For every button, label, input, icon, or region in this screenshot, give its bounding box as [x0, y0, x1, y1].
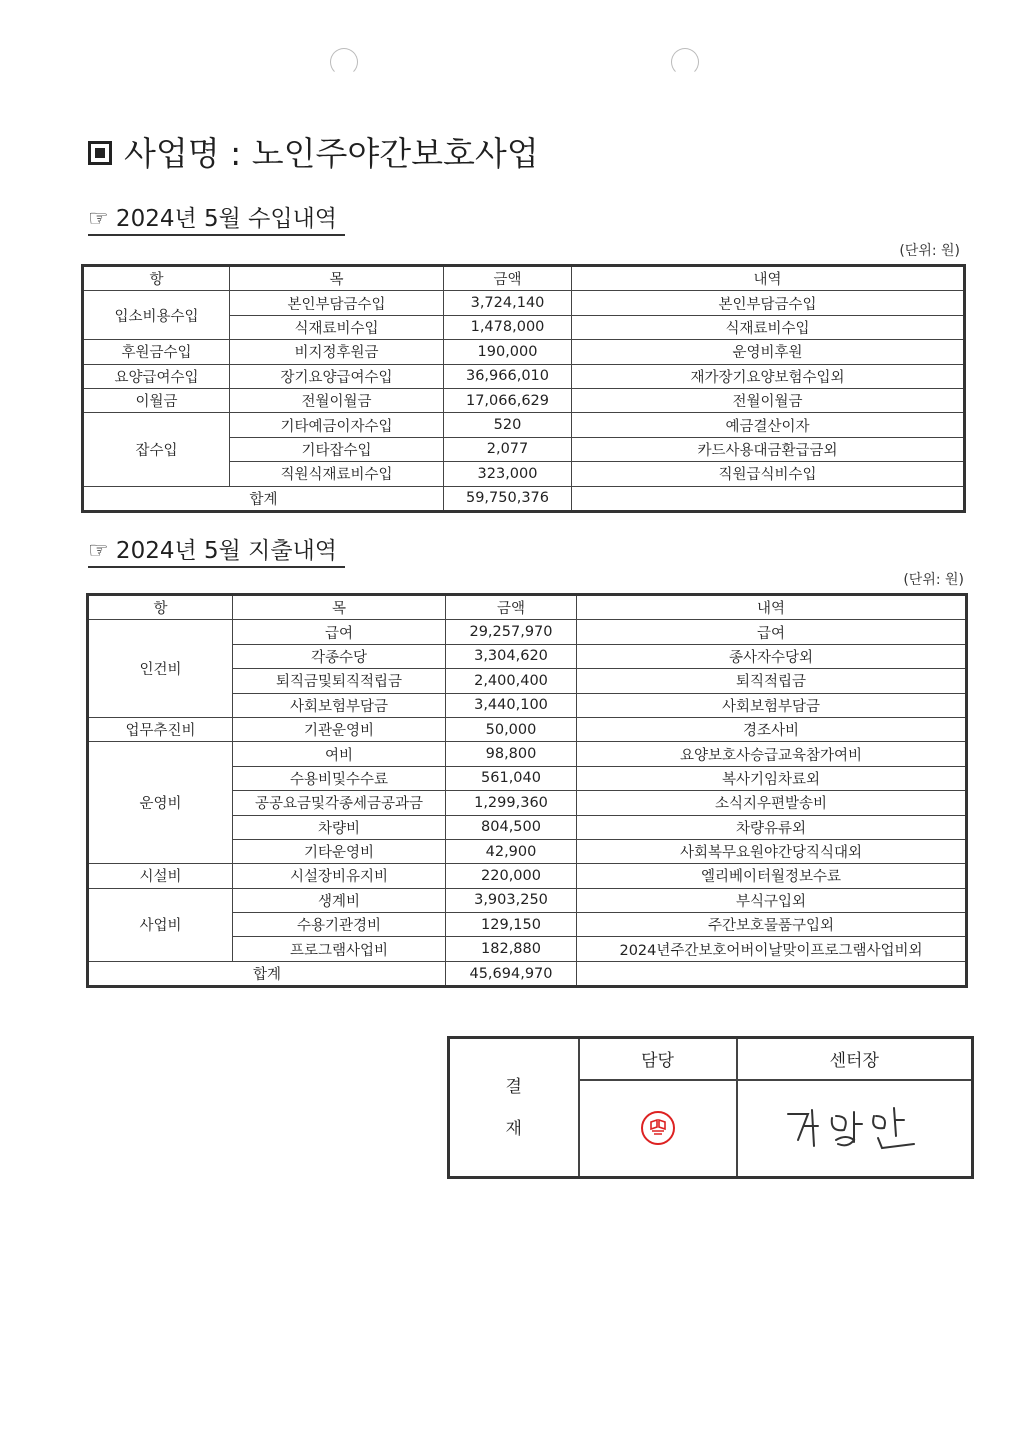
expense-table — [86, 593, 968, 988]
expense-amount: 804,500 — [446, 815, 577, 839]
income-table-header — [83, 266, 965, 291]
expense-detail: 사회복무요원야간당직식대외 — [577, 839, 967, 863]
expense-amount: 561,040 — [446, 766, 577, 790]
income-total-detail — [572, 486, 965, 511]
income-table-body — [83, 291, 965, 486]
income-row — [83, 340, 965, 364]
expense-unit-label: (단위: 원) — [903, 572, 964, 588]
income-item: 비지정후원금 — [230, 340, 444, 364]
income-total-label: 합계 — [83, 486, 444, 511]
income-detail: 본인부담금수입 — [572, 291, 965, 315]
income-group-name: 입소비용수입 — [83, 291, 230, 340]
expense-detail: 부식구입외 — [577, 888, 967, 912]
expense-item: 공공요금및각종세금공과금 — [233, 791, 446, 815]
income-item: 식재료비수입 — [230, 315, 444, 339]
income-table-footer — [83, 486, 965, 511]
income-group-name: 후원금수입 — [83, 340, 230, 364]
income-amount: 2,077 — [444, 437, 572, 461]
income-item: 전월이월금 — [230, 388, 444, 412]
expense-group-name: 사업비 — [88, 888, 233, 961]
expense-row — [88, 888, 967, 912]
expense-item: 급여 — [233, 620, 446, 644]
expense-item: 프로그램사업비 — [233, 937, 446, 961]
expense-detail: 차량유류외 — [577, 815, 967, 839]
approval-label-cell — [449, 1038, 579, 1178]
expense-amount: 220,000 — [446, 864, 577, 888]
expense-item: 사회보험부담금 — [233, 693, 446, 717]
expense-total-amount: 45,694,970 — [446, 961, 577, 986]
income-heading: ☞ 2024년 5월 수입내역 — [88, 204, 345, 236]
income-row — [83, 413, 965, 437]
income-detail: 재가장기요양보험수입외 — [572, 364, 965, 388]
income-detail: 전월이월금 — [572, 388, 965, 412]
expense-amount: 3,903,250 — [446, 888, 577, 912]
expense-detail: 복사기임차료외 — [577, 766, 967, 790]
income-detail: 카드사용대금환급금외 — [572, 437, 965, 461]
expense-detail: 퇴직적립금 — [577, 669, 967, 693]
approval-label-1: 결 — [505, 1076, 522, 1097]
document-title — [88, 128, 539, 175]
expense-item: 시설장비유지비 — [233, 864, 446, 888]
expense-amount: 3,440,100 — [446, 693, 577, 717]
income-detail: 직원급식비수입 — [572, 462, 965, 486]
income-item: 본인부담금수입 — [230, 291, 444, 315]
approval-box — [447, 1036, 974, 1179]
income-group-name: 잡수입 — [83, 413, 230, 486]
expense-item: 퇴직금및퇴직적립금 — [233, 669, 446, 693]
expense-table-footer — [88, 961, 967, 986]
approval-col-manager: 담당 — [579, 1038, 737, 1080]
expense-detail: 2024년주간보호어버이날맞이프로그램사업비외 — [577, 937, 967, 961]
income-header-detail: 내역 — [572, 266, 965, 291]
expense-item: 기관운영비 — [233, 717, 446, 741]
income-row — [83, 364, 965, 388]
income-item: 기타예금이자수입 — [230, 413, 444, 437]
approval-col-director: 센터장 — [737, 1038, 973, 1080]
approval-label-2: 재 — [505, 1118, 522, 1139]
income-group-name: 요양급여수입 — [83, 364, 230, 388]
expense-amount: 129,150 — [446, 913, 577, 937]
income-unit-label: (단위: 원) — [899, 243, 960, 259]
income-detail: 운영비후원 — [572, 340, 965, 364]
income-table — [81, 264, 966, 513]
expense-amount: 42,900 — [446, 839, 577, 863]
expense-header-detail: 내역 — [577, 595, 967, 620]
expense-detail: 소식지우편발송비 — [577, 791, 967, 815]
square-bullet-icon — [88, 141, 112, 165]
income-item: 장기요양급여수입 — [230, 364, 444, 388]
expense-heading: ☞ 2024년 5월 지출내역 — [88, 536, 345, 568]
expense-total-detail — [577, 961, 967, 986]
income-amount: 323,000 — [444, 462, 572, 486]
expense-detail: 경조사비 — [577, 717, 967, 741]
expense-amount: 2,400,400 — [446, 669, 577, 693]
seal-mark-icon — [645, 1115, 671, 1141]
income-row — [83, 291, 965, 315]
expense-detail: 급여 — [577, 620, 967, 644]
expense-amount: 182,880 — [446, 937, 577, 961]
income-total-amount: 59,750,376 — [444, 486, 572, 511]
expense-group-name: 시설비 — [88, 864, 233, 888]
punch-hole-right — [671, 48, 699, 76]
manager-seal-cell — [579, 1080, 737, 1178]
income-header-mok: 목 — [230, 266, 444, 291]
income-detail: 예금결산이자 — [572, 413, 965, 437]
income-header-hang: 항 — [83, 266, 230, 291]
expense-amount: 50,000 — [446, 717, 577, 741]
expense-row — [88, 864, 967, 888]
income-header-amount: 금액 — [444, 266, 572, 291]
expense-total-row — [88, 961, 967, 986]
income-detail: 식재료비수입 — [572, 315, 965, 339]
expense-header-hang: 항 — [88, 595, 233, 620]
income-group-name: 이월금 — [83, 388, 230, 412]
income-row — [83, 388, 965, 412]
expense-detail: 요양보호사승급교육참가여비 — [577, 742, 967, 766]
punch-hole-left — [330, 48, 358, 76]
expense-item: 기타운영비 — [233, 839, 446, 863]
expense-item: 수용비및수수료 — [233, 766, 446, 790]
expense-group-name: 인건비 — [88, 620, 233, 718]
expense-row — [88, 620, 967, 644]
expense-item: 각종수당 — [233, 644, 446, 668]
expense-detail: 엘리베이터월정보수료 — [577, 864, 967, 888]
expense-table-body — [88, 620, 967, 961]
income-amount: 520 — [444, 413, 572, 437]
income-item: 직원식재료비수입 — [230, 462, 444, 486]
expense-item: 여비 — [233, 742, 446, 766]
income-amount: 36,966,010 — [444, 364, 572, 388]
income-amount: 3,724,140 — [444, 291, 572, 315]
income-amount: 1,478,000 — [444, 315, 572, 339]
expense-header-amount: 금액 — [446, 595, 577, 620]
director-signature-cell — [737, 1080, 973, 1178]
director-signature-icon — [774, 1096, 934, 1156]
expense-amount: 1,299,360 — [446, 791, 577, 815]
income-total-row — [83, 486, 965, 511]
expense-table-header — [88, 595, 967, 620]
document-title-text: 사업명 : 노인주야간보호사업 — [124, 134, 539, 173]
expense-total-label: 합계 — [88, 961, 446, 986]
expense-amount: 3,304,620 — [446, 644, 577, 668]
expense-detail: 주간보호물품구입외 — [577, 913, 967, 937]
red-seal-stamp — [641, 1111, 675, 1145]
expense-amount: 98,800 — [446, 742, 577, 766]
expense-group-name: 운영비 — [88, 742, 233, 864]
expense-group-name: 업무추진비 — [88, 717, 233, 741]
expense-item: 수용기관경비 — [233, 913, 446, 937]
expense-item: 차량비 — [233, 815, 446, 839]
expense-row — [88, 742, 967, 766]
expense-item: 생계비 — [233, 888, 446, 912]
expense-row — [88, 717, 967, 741]
expense-amount: 29,257,970 — [446, 620, 577, 644]
income-item: 기타잡수입 — [230, 437, 444, 461]
expense-detail: 종사자수당외 — [577, 644, 967, 668]
income-amount: 17,066,629 — [444, 388, 572, 412]
expense-header-mok: 목 — [233, 595, 446, 620]
income-amount: 190,000 — [444, 340, 572, 364]
expense-detail: 사회보험부담금 — [577, 693, 967, 717]
